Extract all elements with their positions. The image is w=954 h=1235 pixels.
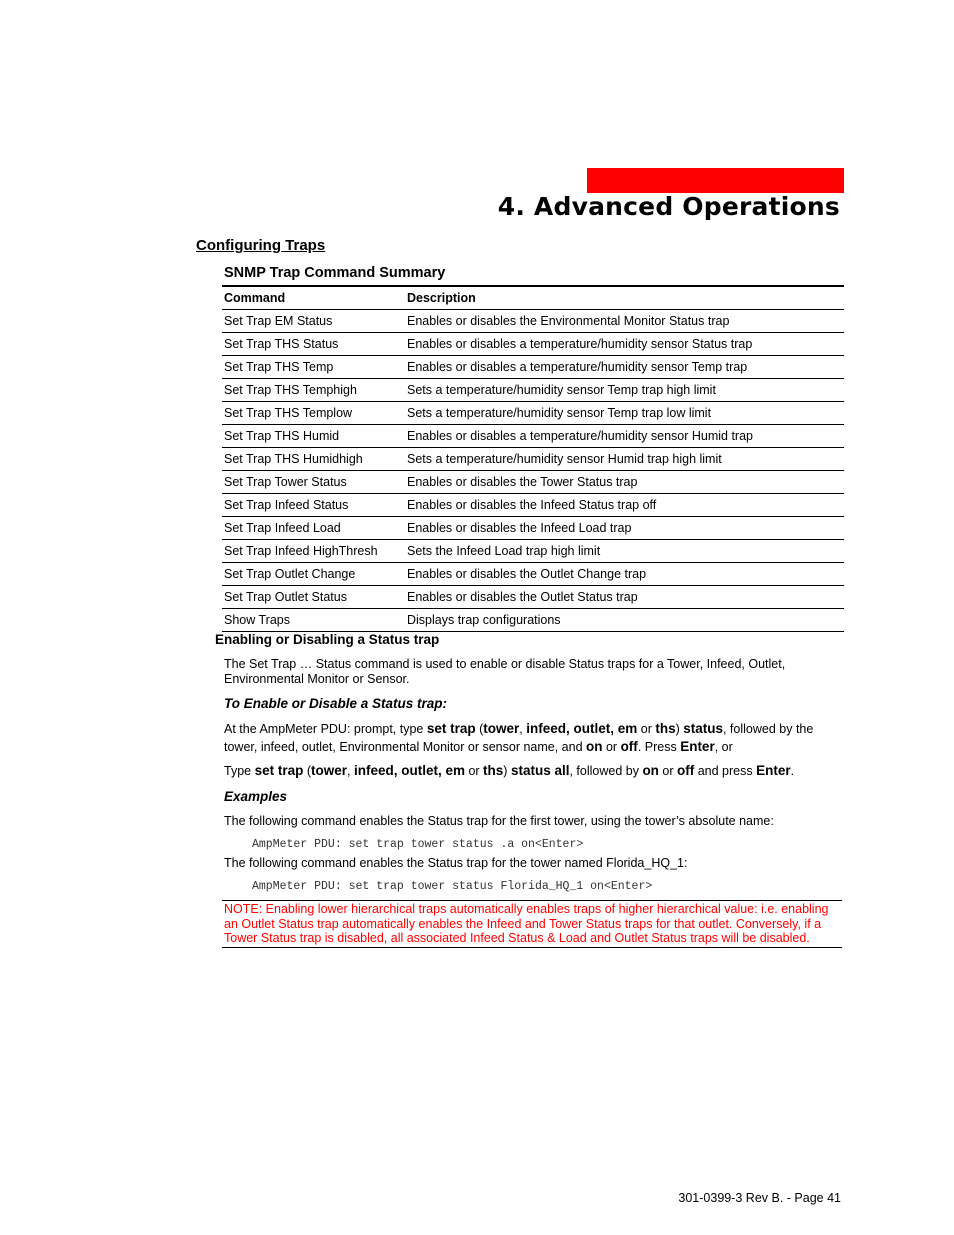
step-text: or [658,764,677,778]
command-cell: Set Trap THS Templow [222,402,405,425]
command-cell: Set Trap Tower Status [222,471,405,494]
table-row [222,448,844,471]
table-row [222,356,844,379]
chapter-accent-bar [587,168,844,193]
step-text: , or [714,740,733,754]
step-keyword: tower [483,721,520,736]
procedure-heading: To Enable or Disable a Status trap: [224,696,448,711]
table-row [222,310,844,333]
table-row [222,494,844,517]
description-cell: Enables or disables the Outlet Change trap [405,563,844,586]
description-cell: Enables or disables the Outlet Status trap [405,586,844,609]
step-text: ( [303,764,311,778]
description-cell: Enables or disables the Environmental Monitor Status trap [405,310,844,333]
step-keyword: Enter [756,763,791,778]
table-row [222,586,844,609]
step-text: , followed by [569,764,643,778]
procedure-step-1 [224,720,834,756]
step-text: . [790,764,795,778]
column-header-command: Command [222,286,405,310]
step-keyword: infeed, outlet, em [353,763,465,778]
table-row [222,333,844,356]
step-keyword: ths [483,763,504,778]
command-cell: Set Trap THS Temp [222,356,405,379]
step-text: , followed by the tower, infeed, outlet, Environmental Monitor or sensor name, and [224,722,814,754]
table-row [222,425,844,448]
table-row [222,563,844,586]
description-cell: Enables or disables the Tower Status trap [405,471,844,494]
status-trap-intro: The Set Trap … Status command is used to enable or disable Status traps for a Tower, Infeed, Outlet, Environmental Monitor or Sensor. [224,657,786,686]
description-cell: Enables or disables the Infeed Status trap off [405,494,844,517]
step-text: or [464,764,484,778]
step-text: , [347,764,354,778]
command-cell: Set Trap Infeed Load [222,517,405,540]
examples-heading: Examples [224,789,288,804]
trap-command-table [222,285,844,632]
command-cell: Set Trap EM Status [222,310,405,333]
step-keyword: off [677,763,695,778]
chapter-title: 4. Advanced Operations [497,192,840,221]
column-header-description: Description [405,286,844,310]
command-cell: Set Trap Outlet Status [222,586,405,609]
table-body [222,310,844,632]
step-text: or [602,740,621,754]
description-cell: Enables or disables a temperature/humidity sensor Temp trap [405,356,844,379]
step-text: ( [475,722,484,736]
command-cell: Show Traps [222,609,405,632]
step-keyword: set trap [426,721,476,736]
description-cell: Sets a temperature/humidity sensor Temp trap high limit [405,379,844,402]
step-keyword: tower [311,763,348,778]
description-cell: Enables or disables a temperature/humidity sensor Humid trap [405,425,844,448]
section-heading: Configuring Traps [196,237,326,254]
table-header-row [222,286,844,310]
command-cell: Set Trap Infeed Status [222,494,405,517]
step-text: ) [675,722,684,736]
step-keyword: on [586,739,603,754]
command-cell: Set Trap THS Status [222,333,405,356]
table-row [222,402,844,425]
table-row [222,609,844,632]
table-title: SNMP Trap Command Summary [224,265,446,281]
step-text: Type [224,764,255,778]
step-text: ) [503,764,511,778]
command-cell: Set Trap THS Humid [222,425,405,448]
description-cell: Sets the Infeed Load trap high limit [405,540,844,563]
hierarchy-note: NOTE: Enabling lower hierarchical traps automatically enables traps of higher hierarchical value: i.e. enabling an Outlet Status trap automatically enables the Infeed and Tower Status traps for that outlet. Conversely, if a Tower Status trap is disabled, all associated Infeed Status & Load and Outlet Status traps will be disabled. [222,900,842,948]
example-2-description: The following command enables the Status trap for the tower named Florida_HQ_1: [224,856,688,870]
step-text: At the AmpMeter PDU: prompt, type [224,722,427,736]
step-keyword: status all [510,763,570,778]
step-keyword: status [683,721,723,736]
step-keyword: infeed, outlet, em [526,721,638,736]
procedure-step-2 [224,762,834,780]
step-text: . Press [637,740,681,754]
step-keyword: Enter [680,739,715,754]
description-cell: Displays trap configurations [405,609,844,632]
table-row [222,517,844,540]
step-keyword: set trap [254,763,304,778]
table-row [222,379,844,402]
command-cell: Set Trap THS Humidhigh [222,448,405,471]
example-1-code: AmpMeter PDU: set trap tower status .a on<Enter> [252,838,584,851]
status-trap-heading: Enabling or Disabling a Status trap [215,632,440,647]
description-cell: Sets a temperature/humidity sensor Humid trap high limit [405,448,844,471]
example-1-description: The following command enables the Status trap for the first tower, using the tower’s absolute name: [224,814,774,828]
command-cell: Set Trap THS Temphigh [222,379,405,402]
page-footer: 301-0399-3 Rev B. - Page 41 [678,1191,841,1205]
step-text: or [637,722,656,736]
step-keyword: off [620,739,638,754]
step-keyword: on [642,763,659,778]
command-cell: Set Trap Outlet Change [222,563,405,586]
command-cell: Set Trap Infeed HighThresh [222,540,405,563]
step-text: and press [694,764,757,778]
description-cell: Enables or disables a temperature/humidity sensor Status trap [405,333,844,356]
step-text: , [519,722,527,736]
description-cell: Sets a temperature/humidity sensor Temp trap low limit [405,402,844,425]
example-2-code: AmpMeter PDU: set trap tower status Florida_HQ_1 on<Enter> [252,880,653,893]
description-cell: Enables or disables the Infeed Load trap [405,517,844,540]
table-row [222,471,844,494]
step-keyword: ths [655,721,676,736]
table-row [222,540,844,563]
